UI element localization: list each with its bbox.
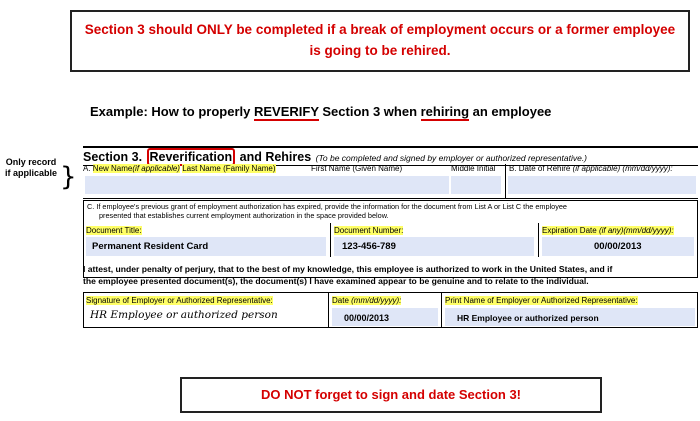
brace-icon: }: [60, 162, 77, 192]
section3-label: Section 3.: [83, 150, 143, 164]
new-name-field[interactable]: [85, 176, 449, 194]
doc-title-label: Document Title:: [86, 226, 142, 235]
doc-title-field[interactable]: Permanent Resident Card: [86, 237, 326, 256]
print-name-field[interactable]: HR Employee or authorized person: [445, 308, 695, 326]
row-a: [83, 164, 698, 199]
example-rehiring: rehiring: [420, 104, 470, 119]
divider: [328, 293, 329, 327]
attestation-text: I attest, under penalty of perjury, that to the best of my knowledge, this employee is authorized to work in the United States, and if the employee presented document(s), the document(s) I have examined appear to be genuine and to relate to the individual.: [83, 264, 613, 286]
date-label: Date (mm/dd/yyyy):: [332, 296, 402, 305]
exp-date-field[interactable]: 00/00/2013: [542, 237, 694, 256]
signature-row: [83, 292, 698, 328]
signature-field[interactable]: HR Employee or authorized person: [90, 309, 278, 321]
row-c-instructions: C. If employee's previous grant of employment authorization has expired, provide the information for the document from List A or List C the employee presented that establishes current employment authorization in the space provided below.: [87, 202, 567, 220]
divider: [538, 223, 539, 257]
example-reverify: REVERIFY: [253, 104, 319, 119]
doc-number-field[interactable]: 123-456-789: [334, 237, 534, 256]
rehires-label: and Rehires: [239, 150, 312, 164]
example-suffix: an employee: [469, 104, 552, 119]
side-note: Only record if applicable: [4, 157, 57, 178]
section3-note: (To be completed and signed by employer or authorized representative.): [315, 153, 588, 163]
rehire-date-field[interactable]: [508, 176, 696, 194]
date-field[interactable]: 00/00/2013: [332, 308, 438, 326]
example-prefix: Example: How to properly: [90, 104, 254, 119]
rehire-date-label: B. Date of Rehire (if applicable) (mm/dd/yyyy):: [505, 164, 673, 198]
reverification-highlight: Reverification: [147, 148, 236, 166]
example-middle: Section 3 when: [318, 104, 421, 119]
new-name-label: A. New Name(if applicable) Last Name (Family Name): [83, 164, 276, 173]
example-heading: [90, 104, 551, 119]
bottom-notice-box: DO NOT forget to sign and date Section 3!: [180, 377, 602, 413]
first-name-label: First Name (Given Name): [311, 164, 403, 173]
section3-title-bar: [83, 146, 698, 166]
signature-label: Signature of Employer or Authorized Representative:: [86, 296, 273, 305]
middle-initial-label: Middle Initial: [451, 164, 496, 173]
top-notice-line2: is going to be rehired.: [309, 43, 451, 58]
top-notice-box: [70, 10, 690, 72]
top-notice-line1: Section 3 should ONLY be completed if a break of employment occurs or a former employee: [84, 22, 676, 37]
doc-number-label: Document Number:: [334, 226, 404, 235]
print-name-label: Print Name of Employer or Authorized Representative:: [445, 296, 638, 305]
divider: [330, 223, 331, 257]
exp-date-label: Expiration Date (if any)(mm/dd/yyyy):: [542, 226, 674, 235]
middle-initial-field[interactable]: [451, 176, 501, 194]
divider: [441, 293, 442, 327]
